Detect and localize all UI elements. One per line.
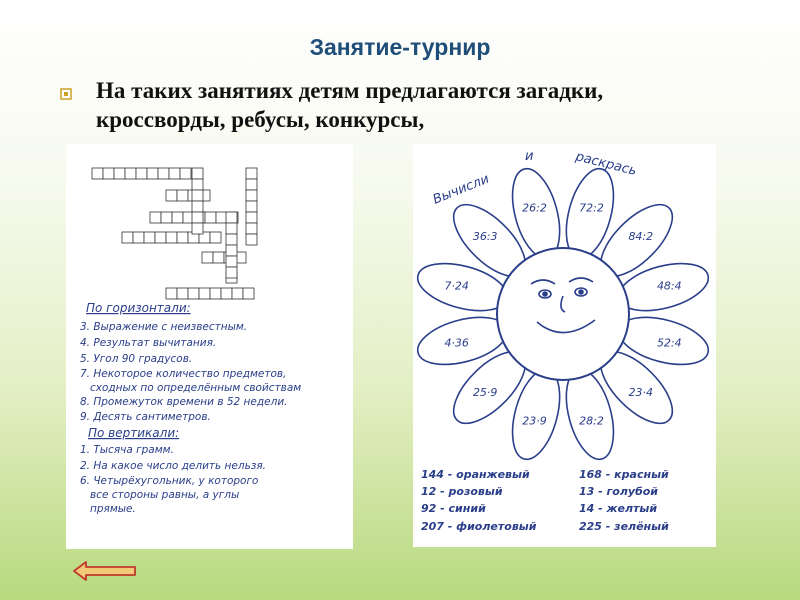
crossword-grid: [92, 168, 257, 299]
crossword-cell: [172, 212, 183, 223]
crossword-cell: [199, 288, 210, 299]
crossword-cell: [144, 232, 155, 243]
crossword-cell: [192, 201, 203, 212]
crossword-cell: [210, 288, 221, 299]
flower-title-left: Вычисли: [430, 171, 492, 208]
crossword-cell: [192, 190, 203, 201]
petal-label: 36:3: [472, 230, 498, 244]
petal-label: 48:4: [656, 279, 682, 293]
clue-h: 5. Угол 90 градусов.: [80, 353, 193, 365]
petal-label: 23·9: [522, 414, 547, 428]
crossword-cell: [202, 252, 213, 263]
clue-v: все стороны равны, а углы: [90, 489, 240, 501]
crossword-cell: [192, 168, 203, 179]
crossword-cell: [210, 232, 221, 243]
clue-h: сходных по определённым свойствам: [90, 382, 302, 394]
crossword-cell: [114, 168, 125, 179]
key-entry: 13 - голубой: [579, 485, 659, 498]
crossword-cell: [246, 168, 257, 179]
crossword-cell: [226, 223, 237, 234]
crossword-cell: [177, 232, 188, 243]
crossword-cell: [232, 288, 243, 299]
crossword-cell: [92, 168, 103, 179]
crossword-cell: [246, 179, 257, 190]
petal-label: 26:2: [522, 201, 547, 215]
crossword-cell: [147, 168, 158, 179]
crossword-cell: [161, 212, 172, 223]
key-entry: 12 - розовый: [421, 485, 503, 498]
petal-label: 28:2: [579, 414, 604, 428]
crossword-cell: [125, 168, 136, 179]
flower-title-right: раскрась: [574, 149, 639, 179]
crossword-cell: [205, 212, 216, 223]
key-entry: 144 - оранжевый: [421, 468, 530, 481]
clues-horizontal-heading: По горизонтали:: [86, 301, 191, 315]
back-arrow-icon[interactable]: [72, 560, 138, 582]
crossword-cell: [226, 234, 237, 245]
crossword-cell: [166, 232, 177, 243]
clue-h: 7. Некоторое количество предметов,: [80, 368, 287, 380]
body-line-1: На таких занятиях детям предлагаются загадки,: [96, 78, 604, 103]
key-entry: 14 - желтый: [579, 502, 658, 515]
body-line-2: кроссворды, ребусы, конкурсы,: [96, 107, 425, 132]
petal-label: 52:4: [656, 336, 682, 350]
crossword-cell: [226, 245, 237, 256]
crossword-cell: [226, 256, 237, 267]
petal-label: 7·24: [444, 279, 469, 293]
flower-title-mid: и: [525, 149, 534, 164]
crossword-cell: [246, 201, 257, 212]
color-key: [421, 468, 669, 533]
flower-worksheet: [413, 144, 716, 547]
crossword-cell: [166, 288, 177, 299]
clue-v: 6. Четырёхугольник, у которого: [80, 475, 259, 487]
crossword-cell: [177, 190, 188, 201]
crossword-worksheet: [66, 144, 353, 549]
crossword-cell: [246, 190, 257, 201]
crossword-cell: [192, 179, 203, 190]
clue-v: 2. На какое число делить нельзя.: [80, 460, 266, 472]
clue-h: 4. Результат вычитания.: [80, 337, 217, 349]
clue-h: 8. Промежуток времени в 52 недели.: [80, 396, 288, 408]
crossword-cell: [158, 168, 169, 179]
flower-center: [497, 248, 629, 380]
crossword-cell: [213, 252, 224, 263]
crossword-cell: [221, 288, 232, 299]
crossword-cell: [226, 267, 237, 278]
crossword-cell: [192, 223, 203, 234]
crossword-cell: [169, 168, 180, 179]
key-entry: 92 - синий: [421, 502, 486, 515]
petal-label: 84:2: [628, 230, 654, 244]
clues-vertical-heading: По вертикали:: [88, 426, 180, 440]
crossword-cell: [246, 212, 257, 223]
key-entry: 225 - зелёный: [579, 520, 669, 533]
clue-h: 3. Выражение с неизвестным.: [80, 321, 248, 333]
crossword-cell: [246, 234, 257, 245]
clue-v: 1. Тысяча грамм.: [80, 444, 174, 456]
crossword-cell: [103, 168, 114, 179]
petal-label: 72:2: [579, 201, 604, 215]
crossword-cell: [155, 232, 166, 243]
crossword-cell: [150, 212, 161, 223]
crossword-cell: [226, 212, 237, 223]
crossword-cell: [136, 168, 147, 179]
crossword-cell: [243, 288, 254, 299]
petal-label: 25·9: [472, 385, 498, 399]
crossword-cell: [122, 232, 133, 243]
crossword-cell: [180, 168, 191, 179]
key-entry: 168 - красный: [579, 468, 669, 481]
petal-label: 23·4: [628, 385, 654, 399]
crossword-cell: [246, 223, 257, 234]
clue-v: прямые.: [90, 503, 136, 515]
clue-h: 9. Десять сантиметров.: [80, 411, 211, 423]
slide-title: Занятие-турнир: [309, 34, 491, 60]
slide-body-text: [96, 76, 776, 134]
crossword-cell: [133, 232, 144, 243]
petal-label: 4·36: [444, 336, 469, 350]
key-entry: 207 - фиолетовый: [421, 520, 537, 533]
crossword-cell: [177, 288, 188, 299]
crossword-cell: [192, 212, 203, 223]
crossword-cell: [166, 190, 177, 201]
square-bullet-icon: [60, 88, 72, 100]
crossword-cell: [216, 212, 227, 223]
crossword-clues: [80, 301, 301, 515]
crossword-cell: [188, 288, 199, 299]
